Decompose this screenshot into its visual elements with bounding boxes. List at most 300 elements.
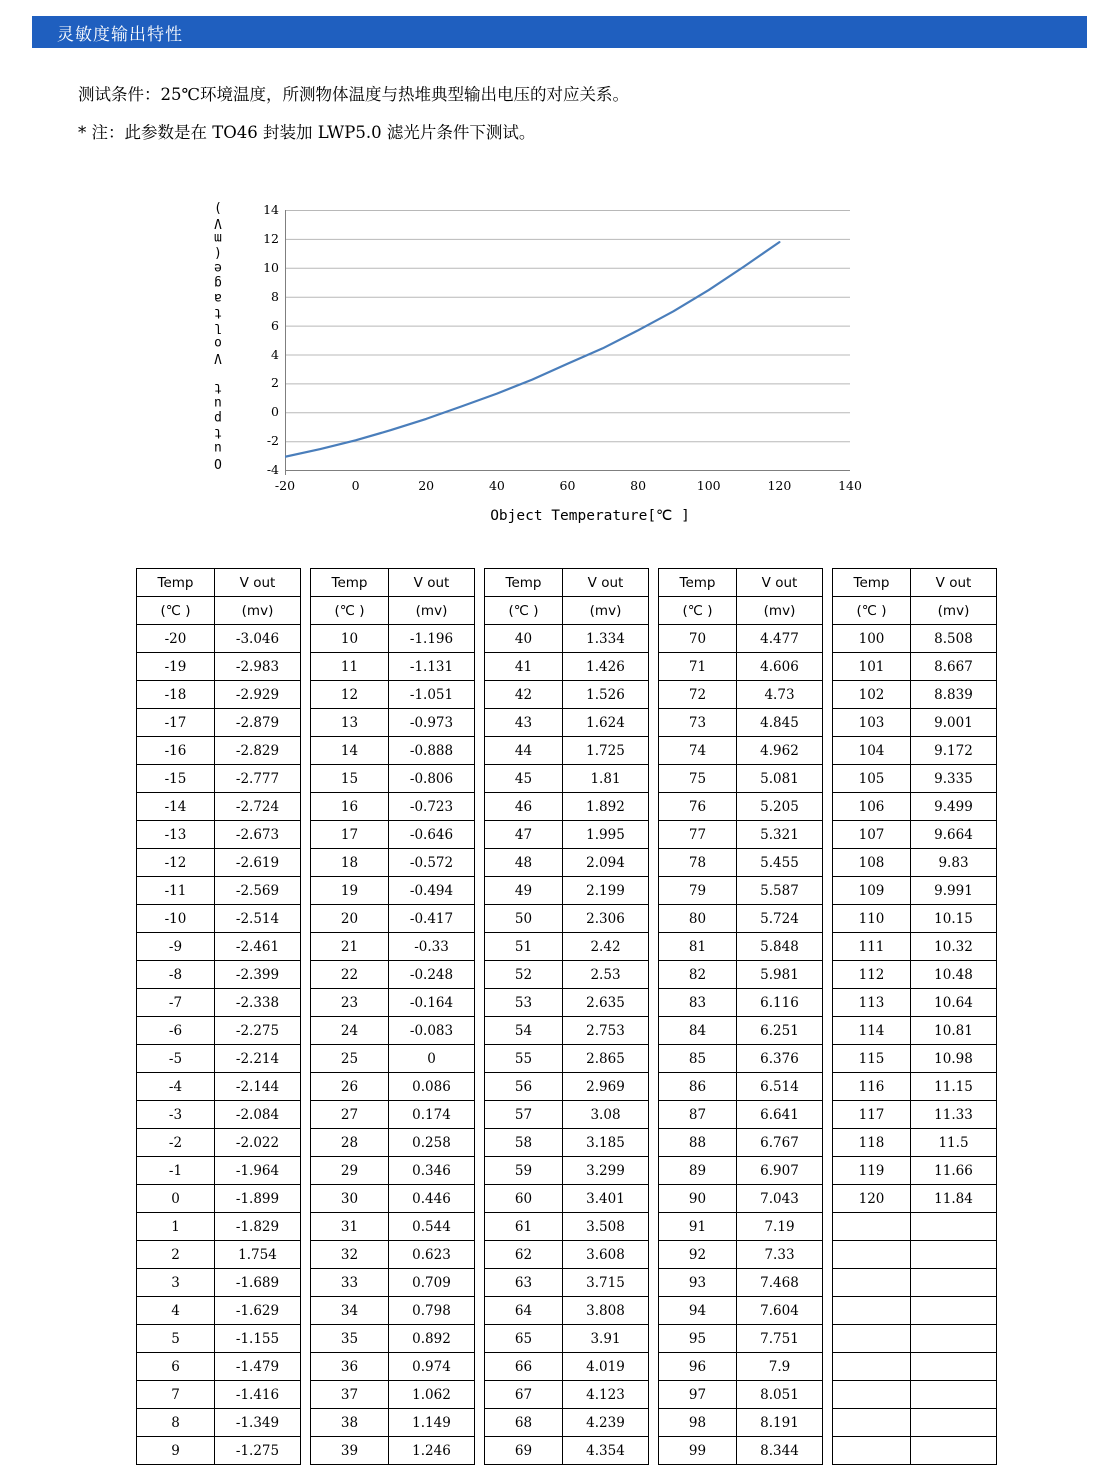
column-spacer	[823, 961, 833, 989]
table-header-row-2	[137, 597, 997, 625]
cell-temp: 86	[659, 1073, 737, 1101]
cell-temp: 61	[485, 1213, 563, 1241]
x-tick-label: 140	[838, 478, 862, 493]
cell-vout: 9.172	[911, 737, 997, 765]
y-tick-label: 4	[271, 346, 279, 362]
cell-vout: 5.081	[737, 765, 823, 793]
temperature-voltage-table	[136, 568, 997, 1465]
cell-temp: 107	[833, 821, 911, 849]
cell-temp: 38	[311, 1409, 389, 1437]
cell-vout: 2.635	[563, 989, 649, 1017]
column-spacer	[649, 877, 659, 905]
cell-vout: -2.983	[215, 653, 301, 681]
y-tick-label: 2	[271, 375, 279, 391]
table-row	[137, 1437, 997, 1465]
cell-temp: 74	[659, 737, 737, 765]
cell-vout: 6.767	[737, 1129, 823, 1157]
cell-temp	[833, 1297, 911, 1325]
column-spacer	[649, 681, 659, 709]
cell-vout: 5.587	[737, 877, 823, 905]
table-row	[137, 1269, 997, 1297]
column-spacer	[649, 1325, 659, 1353]
cell-vout: 1.149	[389, 1409, 475, 1437]
cell-temp: 28	[311, 1129, 389, 1157]
table-row	[137, 1353, 997, 1381]
cell-temp: 48	[485, 849, 563, 877]
temperature-voltage-table-wrap	[136, 568, 997, 1465]
column-spacer	[301, 1129, 311, 1157]
column-spacer	[823, 1269, 833, 1297]
cell-temp: 110	[833, 905, 911, 933]
cell-vout	[911, 1297, 997, 1325]
table-row	[137, 933, 997, 961]
cell-temp: 98	[659, 1409, 737, 1437]
cell-vout: 4.73	[737, 681, 823, 709]
cell-vout: 10.98	[911, 1045, 997, 1073]
column-spacer	[649, 1129, 659, 1157]
table-row	[137, 793, 997, 821]
cell-temp: -19	[137, 653, 215, 681]
column-spacer	[475, 681, 485, 709]
column-spacer	[301, 1353, 311, 1381]
column-spacer	[475, 877, 485, 905]
note-line: * 注：此参数是在 TO46 封装加 LWP5.0 滤光片条件下测试。	[78, 123, 536, 142]
cell-temp: 90	[659, 1185, 737, 1213]
table-row	[137, 1185, 997, 1213]
column-spacer	[823, 681, 833, 709]
column-spacer	[649, 1045, 659, 1073]
column-spacer	[649, 1213, 659, 1241]
cell-vout: 5.205	[737, 793, 823, 821]
column-spacer	[475, 1101, 485, 1129]
column-spacer	[301, 933, 311, 961]
cell-vout: 9.664	[911, 821, 997, 849]
cell-vout: 10.48	[911, 961, 997, 989]
column-spacer	[649, 569, 659, 597]
cell-temp: -17	[137, 709, 215, 737]
x-tick-label: 60	[559, 478, 576, 493]
th-temp-unit: (℃ )	[485, 597, 563, 625]
cell-temp: 120	[833, 1185, 911, 1213]
cell-temp: 22	[311, 961, 389, 989]
column-spacer	[301, 737, 311, 765]
cell-vout: 0.174	[389, 1101, 475, 1129]
cell-temp: 69	[485, 1437, 563, 1465]
th-vout: V out	[389, 569, 475, 597]
column-spacer	[823, 1129, 833, 1157]
cell-temp: -2	[137, 1129, 215, 1157]
cell-vout: 3.808	[563, 1297, 649, 1325]
column-spacer	[823, 1241, 833, 1269]
cell-temp: -15	[137, 765, 215, 793]
cell-temp: 49	[485, 877, 563, 905]
column-spacer	[649, 1353, 659, 1381]
cell-temp: 33	[311, 1269, 389, 1297]
column-spacer	[475, 1297, 485, 1325]
cell-temp: 2	[137, 1241, 215, 1269]
cell-vout: 10.32	[911, 933, 997, 961]
column-spacer	[823, 569, 833, 597]
y-tick-label: -2	[266, 433, 279, 449]
cell-vout: 8.191	[737, 1409, 823, 1437]
table-row	[137, 1073, 997, 1101]
th-vout: V out	[215, 569, 301, 597]
column-spacer	[475, 849, 485, 877]
cell-temp: 104	[833, 737, 911, 765]
column-spacer	[301, 1325, 311, 1353]
cell-vout	[911, 1241, 997, 1269]
column-spacer	[649, 1017, 659, 1045]
section-header-bar	[32, 16, 1087, 48]
column-spacer	[649, 821, 659, 849]
cell-vout: -0.248	[389, 961, 475, 989]
cell-vout: -0.572	[389, 849, 475, 877]
table-row	[137, 1241, 997, 1269]
chart-x-ticks	[274, 478, 862, 500]
cell-vout: 9.001	[911, 709, 997, 737]
cell-temp: -5	[137, 1045, 215, 1073]
cell-vout: 0.446	[389, 1185, 475, 1213]
cell-vout: 4.019	[563, 1353, 649, 1381]
column-spacer	[301, 569, 311, 597]
column-spacer	[823, 1017, 833, 1045]
x-tick-label: -20	[274, 478, 296, 493]
cell-temp: 84	[659, 1017, 737, 1045]
chart-plot-area	[263, 202, 862, 493]
y-tick-label: 12	[263, 230, 279, 246]
cell-temp: 59	[485, 1157, 563, 1185]
cell-vout: -1.275	[215, 1437, 301, 1465]
column-spacer	[823, 1045, 833, 1073]
y-tick-label: 8	[271, 288, 279, 304]
cell-vout: 1.995	[563, 821, 649, 849]
cell-temp: 52	[485, 961, 563, 989]
table-row	[137, 765, 997, 793]
cell-temp: 118	[833, 1129, 911, 1157]
cell-vout: 1.624	[563, 709, 649, 737]
cell-temp: 67	[485, 1381, 563, 1409]
cell-vout: 2.753	[563, 1017, 649, 1045]
column-spacer	[823, 1381, 833, 1409]
cell-vout: -2.514	[215, 905, 301, 933]
cell-temp	[833, 1269, 911, 1297]
cell-vout: -0.33	[389, 933, 475, 961]
cell-vout: -2.275	[215, 1017, 301, 1045]
cell-vout	[911, 1213, 997, 1241]
cell-temp: 83	[659, 989, 737, 1017]
table-row	[137, 1381, 997, 1409]
cell-temp: 114	[833, 1017, 911, 1045]
cell-vout: 6.251	[737, 1017, 823, 1045]
cell-vout: 8.051	[737, 1381, 823, 1409]
cell-temp: 18	[311, 849, 389, 877]
column-spacer	[301, 625, 311, 653]
cell-temp: 63	[485, 1269, 563, 1297]
cell-vout: -2.724	[215, 793, 301, 821]
cell-vout: 8.839	[911, 681, 997, 709]
column-spacer	[301, 653, 311, 681]
cell-temp	[833, 1409, 911, 1437]
y-tick-label: 14	[263, 202, 279, 217]
cell-temp: 37	[311, 1381, 389, 1409]
cell-temp: 99	[659, 1437, 737, 1465]
cell-temp	[833, 1241, 911, 1269]
column-spacer	[301, 1073, 311, 1101]
cell-temp: 116	[833, 1073, 911, 1101]
table-head	[137, 569, 997, 625]
cell-vout: 1.246	[389, 1437, 475, 1465]
cell-temp: 46	[485, 793, 563, 821]
cell-vout: 4.845	[737, 709, 823, 737]
cell-temp: 32	[311, 1241, 389, 1269]
column-spacer	[475, 1409, 485, 1437]
cell-vout: 1.062	[389, 1381, 475, 1409]
column-spacer	[649, 905, 659, 933]
cell-temp: -13	[137, 821, 215, 849]
cell-vout	[911, 1409, 997, 1437]
column-spacer	[823, 793, 833, 821]
cell-vout: 0.709	[389, 1269, 475, 1297]
cell-vout: 3.08	[563, 1101, 649, 1129]
th-vout-unit: (mv)	[737, 597, 823, 625]
cell-temp	[833, 1325, 911, 1353]
cell-vout: 8.667	[911, 653, 997, 681]
table-row	[137, 1297, 997, 1325]
cell-temp: -1	[137, 1157, 215, 1185]
column-spacer	[823, 1297, 833, 1325]
cell-vout: -1.349	[215, 1409, 301, 1437]
cell-temp: -10	[137, 905, 215, 933]
cell-temp: 80	[659, 905, 737, 933]
chart-svg	[285, 210, 850, 475]
column-spacer	[475, 737, 485, 765]
cell-temp: 73	[659, 709, 737, 737]
column-spacer	[823, 737, 833, 765]
column-spacer	[649, 709, 659, 737]
cell-temp: 36	[311, 1353, 389, 1381]
table-body	[137, 625, 997, 1465]
th-vout-unit: (mv)	[563, 597, 649, 625]
cell-vout: -2.022	[215, 1129, 301, 1157]
cell-temp: 29	[311, 1157, 389, 1185]
table-row	[137, 821, 997, 849]
column-spacer	[475, 569, 485, 597]
th-temp: Temp	[311, 569, 389, 597]
cell-vout: 2.865	[563, 1045, 649, 1073]
cell-vout: -2.829	[215, 737, 301, 765]
cell-temp: 103	[833, 709, 911, 737]
cell-vout: 0.544	[389, 1213, 475, 1241]
cell-temp: 66	[485, 1353, 563, 1381]
column-spacer	[475, 1073, 485, 1101]
y-tick-label: 0	[271, 404, 279, 420]
column-spacer	[301, 1185, 311, 1213]
cell-vout: 6.641	[737, 1101, 823, 1129]
cell-temp: -6	[137, 1017, 215, 1045]
cell-temp: 15	[311, 765, 389, 793]
cell-temp: 7	[137, 1381, 215, 1409]
cell-vout: -1.196	[389, 625, 475, 653]
column-spacer	[649, 1297, 659, 1325]
column-spacer	[301, 1241, 311, 1269]
cell-vout	[911, 1437, 997, 1465]
cell-vout: 0.623	[389, 1241, 475, 1269]
cell-vout: 11.15	[911, 1073, 997, 1101]
cell-temp: 78	[659, 849, 737, 877]
cell-temp	[833, 1381, 911, 1409]
th-temp-unit: (℃ )	[659, 597, 737, 625]
cell-vout: -3.046	[215, 625, 301, 653]
cell-vout: 9.991	[911, 877, 997, 905]
th-temp-unit: (℃ )	[311, 597, 389, 625]
column-spacer	[475, 1157, 485, 1185]
column-spacer	[301, 1045, 311, 1073]
column-spacer	[649, 1409, 659, 1437]
cell-vout	[911, 1353, 997, 1381]
column-spacer	[301, 905, 311, 933]
cell-temp: 101	[833, 653, 911, 681]
cell-vout: 2.969	[563, 1073, 649, 1101]
cell-vout: 4.477	[737, 625, 823, 653]
column-spacer	[649, 1381, 659, 1409]
cell-temp: 102	[833, 681, 911, 709]
cell-temp	[833, 1353, 911, 1381]
column-spacer	[649, 989, 659, 1017]
cell-temp: 50	[485, 905, 563, 933]
cell-temp: 92	[659, 1241, 737, 1269]
cell-vout: 0.258	[389, 1129, 475, 1157]
y-tick-label: 6	[271, 317, 279, 333]
cell-temp: 95	[659, 1325, 737, 1353]
column-spacer	[301, 989, 311, 1017]
cell-temp: 14	[311, 737, 389, 765]
cell-vout: -1.416	[215, 1381, 301, 1409]
cell-temp: 34	[311, 1297, 389, 1325]
cell-vout: -1.051	[389, 681, 475, 709]
column-spacer	[823, 1185, 833, 1213]
th-temp: Temp	[485, 569, 563, 597]
table-row	[137, 681, 997, 709]
cell-temp: 71	[659, 653, 737, 681]
cell-vout: 2.306	[563, 905, 649, 933]
column-spacer	[475, 1381, 485, 1409]
table-row	[137, 1045, 997, 1073]
cell-vout: 5.848	[737, 933, 823, 961]
cell-vout: 3.91	[563, 1325, 649, 1353]
cell-temp: 11	[311, 653, 389, 681]
cell-vout: -0.973	[389, 709, 475, 737]
column-spacer	[475, 597, 485, 625]
column-spacer	[475, 793, 485, 821]
column-spacer	[301, 1409, 311, 1437]
cell-temp: 23	[311, 989, 389, 1017]
cell-temp: 57	[485, 1101, 563, 1129]
column-spacer	[475, 1325, 485, 1353]
page-title: 灵敏度输出特性	[57, 24, 183, 45]
column-spacer	[475, 765, 485, 793]
cell-temp: 112	[833, 961, 911, 989]
column-spacer	[649, 597, 659, 625]
cell-vout: -2.084	[215, 1101, 301, 1129]
column-spacer	[475, 1241, 485, 1269]
cell-temp: -14	[137, 793, 215, 821]
cell-vout: 9.83	[911, 849, 997, 877]
cell-vout: 3.715	[563, 1269, 649, 1297]
cell-vout: -2.569	[215, 877, 301, 905]
cell-temp: 12	[311, 681, 389, 709]
cell-temp	[833, 1213, 911, 1241]
column-spacer	[649, 1073, 659, 1101]
cell-temp: -20	[137, 625, 215, 653]
column-spacer	[649, 1101, 659, 1129]
cell-vout: 4.354	[563, 1437, 649, 1465]
chart-y-ticks	[249, 202, 279, 478]
column-spacer	[301, 849, 311, 877]
cell-vout: 4.962	[737, 737, 823, 765]
cell-temp: 85	[659, 1045, 737, 1073]
cell-temp: 64	[485, 1297, 563, 1325]
table-row	[137, 989, 997, 1017]
cell-temp: 93	[659, 1269, 737, 1297]
table-row	[137, 625, 997, 653]
x-tick-label: 0	[351, 478, 360, 493]
column-spacer	[649, 1185, 659, 1213]
cell-vout: 3.401	[563, 1185, 649, 1213]
cell-vout: 7.33	[737, 1241, 823, 1269]
cell-vout: 1.81	[563, 765, 649, 793]
table-row	[137, 1325, 997, 1353]
table-row	[137, 1213, 997, 1241]
cell-temp	[833, 1437, 911, 1465]
cell-vout: 6.116	[737, 989, 823, 1017]
cell-temp: 0	[137, 1185, 215, 1213]
th-vout-unit: (mv)	[215, 597, 301, 625]
column-spacer	[301, 793, 311, 821]
th-temp-unit: (℃ )	[833, 597, 911, 625]
column-spacer	[475, 933, 485, 961]
cell-temp: 54	[485, 1017, 563, 1045]
table-row	[137, 849, 997, 877]
column-spacer	[649, 625, 659, 653]
cell-vout: 4.123	[563, 1381, 649, 1409]
cell-temp: 44	[485, 737, 563, 765]
y-tick-label: -4	[266, 462, 279, 478]
cell-vout: 11.66	[911, 1157, 997, 1185]
cell-vout: -2.338	[215, 989, 301, 1017]
cell-temp: 94	[659, 1297, 737, 1325]
cell-temp: 88	[659, 1129, 737, 1157]
table-row	[137, 653, 997, 681]
cell-vout: 11.5	[911, 1129, 997, 1157]
cell-temp: 47	[485, 821, 563, 849]
table-row	[137, 1129, 997, 1157]
cell-temp: 10	[311, 625, 389, 653]
cell-temp: 53	[485, 989, 563, 1017]
table-row	[137, 709, 997, 737]
cell-vout: -1.131	[389, 653, 475, 681]
cell-vout: 0.086	[389, 1073, 475, 1101]
cell-vout: -0.417	[389, 905, 475, 933]
cell-temp: 75	[659, 765, 737, 793]
cell-vout: 3.299	[563, 1157, 649, 1185]
cell-temp: 113	[833, 989, 911, 1017]
column-spacer	[823, 1157, 833, 1185]
cell-vout: -0.723	[389, 793, 475, 821]
cell-vout: 7.043	[737, 1185, 823, 1213]
cell-vout: -0.888	[389, 737, 475, 765]
column-spacer	[823, 1213, 833, 1241]
cell-temp: 115	[833, 1045, 911, 1073]
